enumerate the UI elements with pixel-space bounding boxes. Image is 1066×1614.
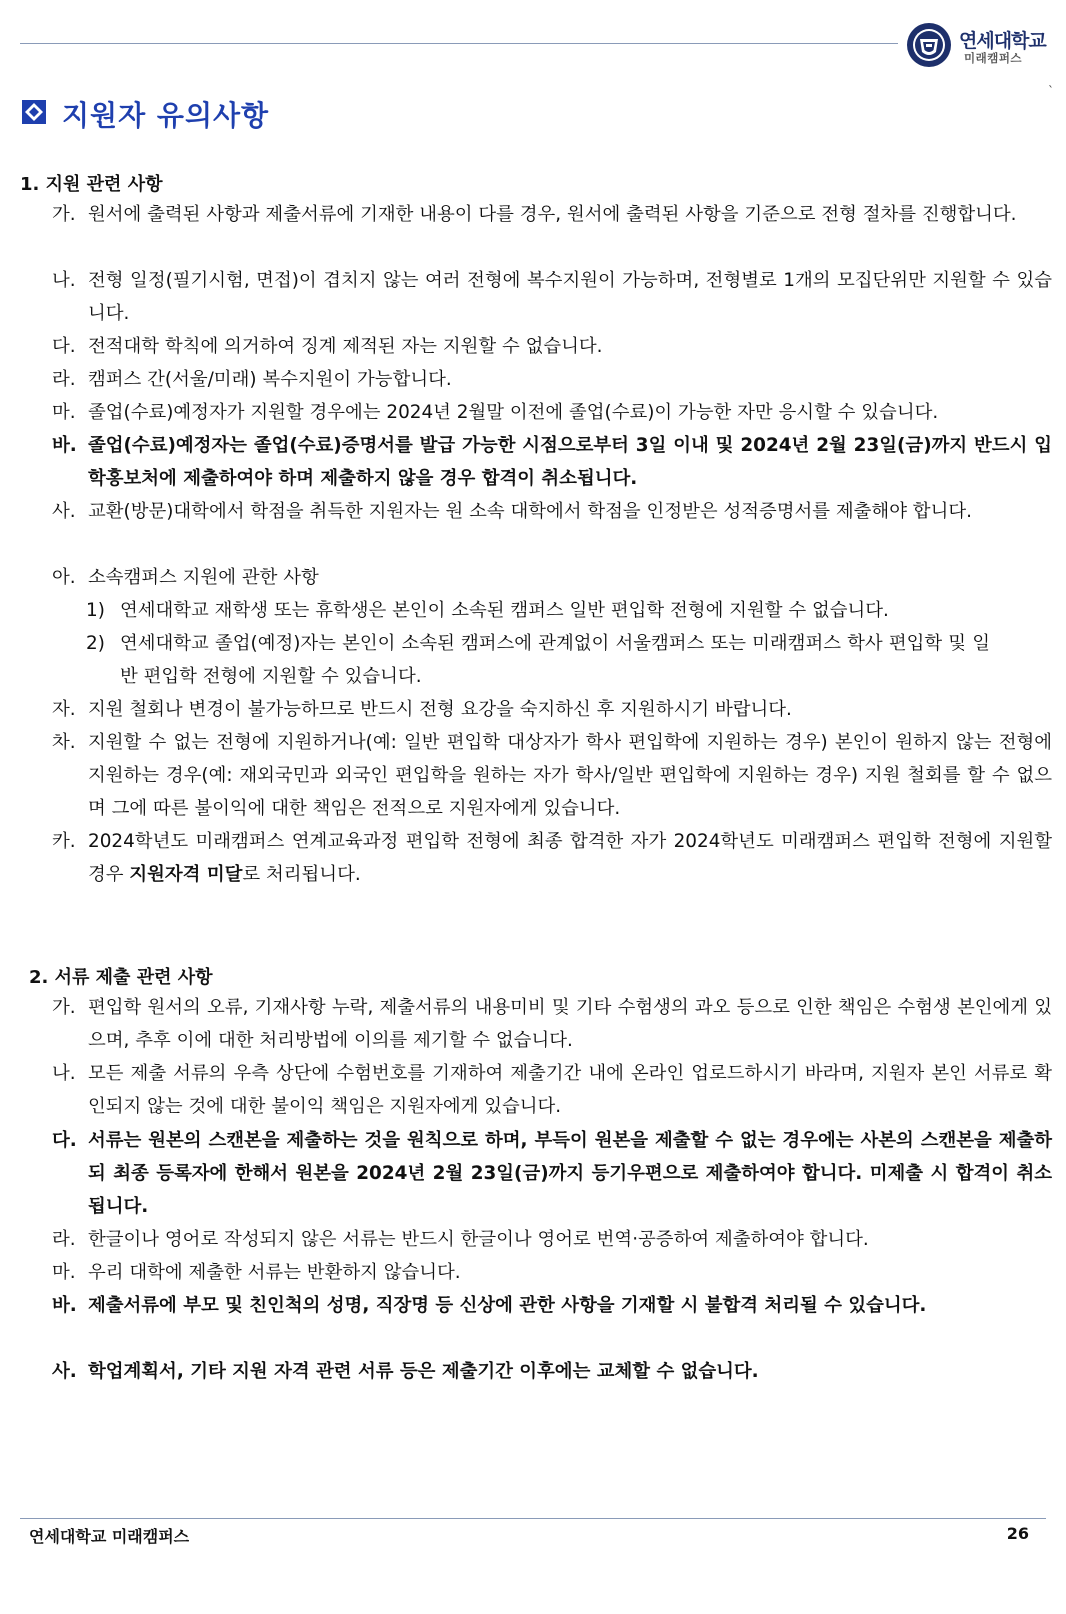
item-marker: 다.	[52, 336, 76, 357]
item-text: 원서에 출력된 사항과 제출서류에 기재한 내용이 다를 경우, 원서에 출력된 사항을 기준으로 전형 절차를 진행합니다.	[88, 204, 1017, 225]
section-heading-2: 2. 서류 제출 관련 사항	[29, 967, 213, 988]
section-heading-1: 1. 지원 관련 사항	[20, 174, 163, 195]
item-text: 연세대학교 졸업(예정)자는 본인이 소속된 캠퍼스에 관계없이 서울캠퍼스 또는 미래캠퍼스 학사 편입학 및 일반 편입학 전형에 지원할 수 있습니다.	[120, 633, 990, 687]
logo-subtitle: 미래캠퍼스	[964, 51, 1023, 65]
item-marker: 라.	[52, 369, 76, 390]
item-marker: 2)	[86, 633, 105, 654]
item-text-after: 로 처리됩니다.	[242, 864, 361, 885]
header-rule	[20, 43, 898, 44]
item-marker: 사.	[52, 501, 76, 522]
item-text: 편입학 원서의 오류, 기재사항 누락, 제출서류의 내용미비 및 기타 수험생의 과오 등으로 인한 책임은 수험생 본인에게 있으며, 추후 이에 대한 처리방법에 이의를 제기할 수 없습니다.	[88, 997, 1052, 1051]
item-marker: 마.	[52, 402, 76, 423]
item-text: 모든 제출 서류의 우측 상단에 수험번호를 기재하여 제출기간 내에 온라인 업로드하시기 바라며, 지원자 본인 서류로 확인되지 않는 것에 대한 불이익 책임은 지원자에게 있습니다.	[88, 1063, 1052, 1117]
item-marker: 바.	[52, 1295, 77, 1316]
footer-rule	[20, 1518, 1046, 1519]
item-text: 지원 철회나 변경이 불가능하므로 반드시 전형 요강을 숙지하신 후 지원하시기 바랍니다.	[88, 699, 792, 720]
item-marker: 가.	[52, 997, 76, 1018]
item-marker: 차.	[52, 732, 76, 753]
item-marker: 카.	[52, 831, 76, 852]
item-text	[88, 825, 1052, 891]
page-title: 지원자 유의사항	[62, 99, 270, 132]
logo-name: 연세대학교	[959, 30, 1046, 52]
item-text: 우리 대학에 제출한 서류는 반환하지 않습니다.	[88, 1262, 461, 1283]
item-text: 졸업(수료)예정자가 지원할 경우에는 2024년 2월말 이전에 졸업(수료)이 가능한 자만 응시할 수 있습니다.	[88, 402, 939, 423]
item-text: 졸업(수료)예정자는 졸업(수료)증명서를 발급 가능한 시점으로부터 3일 이내 및 2024년 2월 23일(금)까지 반드시 입학홍보처에 제출하여야 하며 제출하지 않을 경우 합격이 취소됩니다.	[88, 435, 1052, 489]
corner-mark: `	[1048, 84, 1054, 98]
item-marker: 사.	[52, 1361, 77, 1382]
item-text: 지원할 수 없는 전형에 지원하거나(예: 일반 편입학 대상자가 학사 편입학에 지원하는 경우) 본인이 원하지 않는 전형에 지원하는 경우(예: 재외국민과 외국인 편입학을 원하는 자가 학사/일반 편입학에 지원하는 경우) 지원 철회를 할 수 없으며 그에 따른 불이익에 대한 책임은 전적으로 지원자에게 있습니다.	[88, 732, 1052, 819]
university-seal-icon	[906, 22, 952, 68]
item-marker: 아.	[52, 567, 76, 588]
item-text: 서류는 원본의 스캔본을 제출하는 것을 원칙으로 하며, 부득이 원본을 제출할 수 없는 경우에는 사본의 스캔본을 제출하되 최종 등록자에 한해서 원본을 2024년 2월 23일(금)까지 등기우편으로 제출하여야 합니다. 미제출 시 합격이 취소됩니다.	[88, 1130, 1052, 1217]
item-text: 캠퍼스 간(서울/미래) 복수지원이 가능합니다.	[88, 369, 452, 390]
item-marker: 바.	[52, 435, 77, 456]
item-text: 소속캠퍼스 지원에 관한 사항	[88, 567, 319, 588]
item-text: 학업계획서, 기타 지원 자격 관련 서류 등은 제출기간 이후에는 교체할 수 없습니다.	[88, 1361, 759, 1382]
item-marker: 다.	[52, 1130, 77, 1151]
item-text: 전형 일정(필기시험, 면접)이 겹치지 않는 여러 전형에 복수지원이 가능하며, 전형별로 1개의 모집단위만 지원할 수 있습니다.	[88, 270, 1052, 324]
item-text: 전적대학 학칙에 의거하여 징계 제적된 자는 지원할 수 없습니다.	[88, 336, 603, 357]
item-text: 연세대학교 재학생 또는 휴학생은 본인이 소속된 캠퍼스 일반 편입학 전형에 지원할 수 없습니다.	[120, 600, 889, 621]
item-marker: 1)	[86, 600, 105, 621]
item-text: 교환(방문)대학에서 학점을 취득한 지원자는 원 소속 대학에서 학점을 인정받은 성적증명서를 제출해야 합니다.	[88, 501, 972, 522]
item-text-bold: 지원자격 미달	[129, 864, 243, 885]
item-marker: 나.	[52, 1063, 76, 1084]
item-text: 한글이나 영어로 작성되지 않은 서류는 반드시 한글이나 영어로 번역·공증하여 제출하여야 합니다.	[88, 1229, 869, 1250]
item-marker: 가.	[52, 204, 76, 225]
item-text: 제출서류에 부모 및 친인척의 성명, 직장명 등 신상에 관한 사항을 기재할 시 불합격 처리될 수 있습니다.	[88, 1295, 927, 1316]
footer-institution: 연세대학교 미래캠퍼스	[29, 1527, 190, 1546]
item-marker: 라.	[52, 1229, 76, 1250]
item-marker: 자.	[52, 699, 76, 720]
item-marker: 나.	[52, 270, 76, 291]
item-text-before: 2024학년도 미래캠퍼스 연계교육과정 편입학 전형에 최종 합격한 자가 2024학년도 미래캠퍼스 편입학 전형에 지원할 경우	[88, 831, 1052, 885]
diamond-box-icon	[22, 100, 46, 124]
item-marker: 마.	[52, 1262, 76, 1283]
university-logo	[906, 22, 1056, 68]
page-number: 26	[1006, 1524, 1029, 1543]
